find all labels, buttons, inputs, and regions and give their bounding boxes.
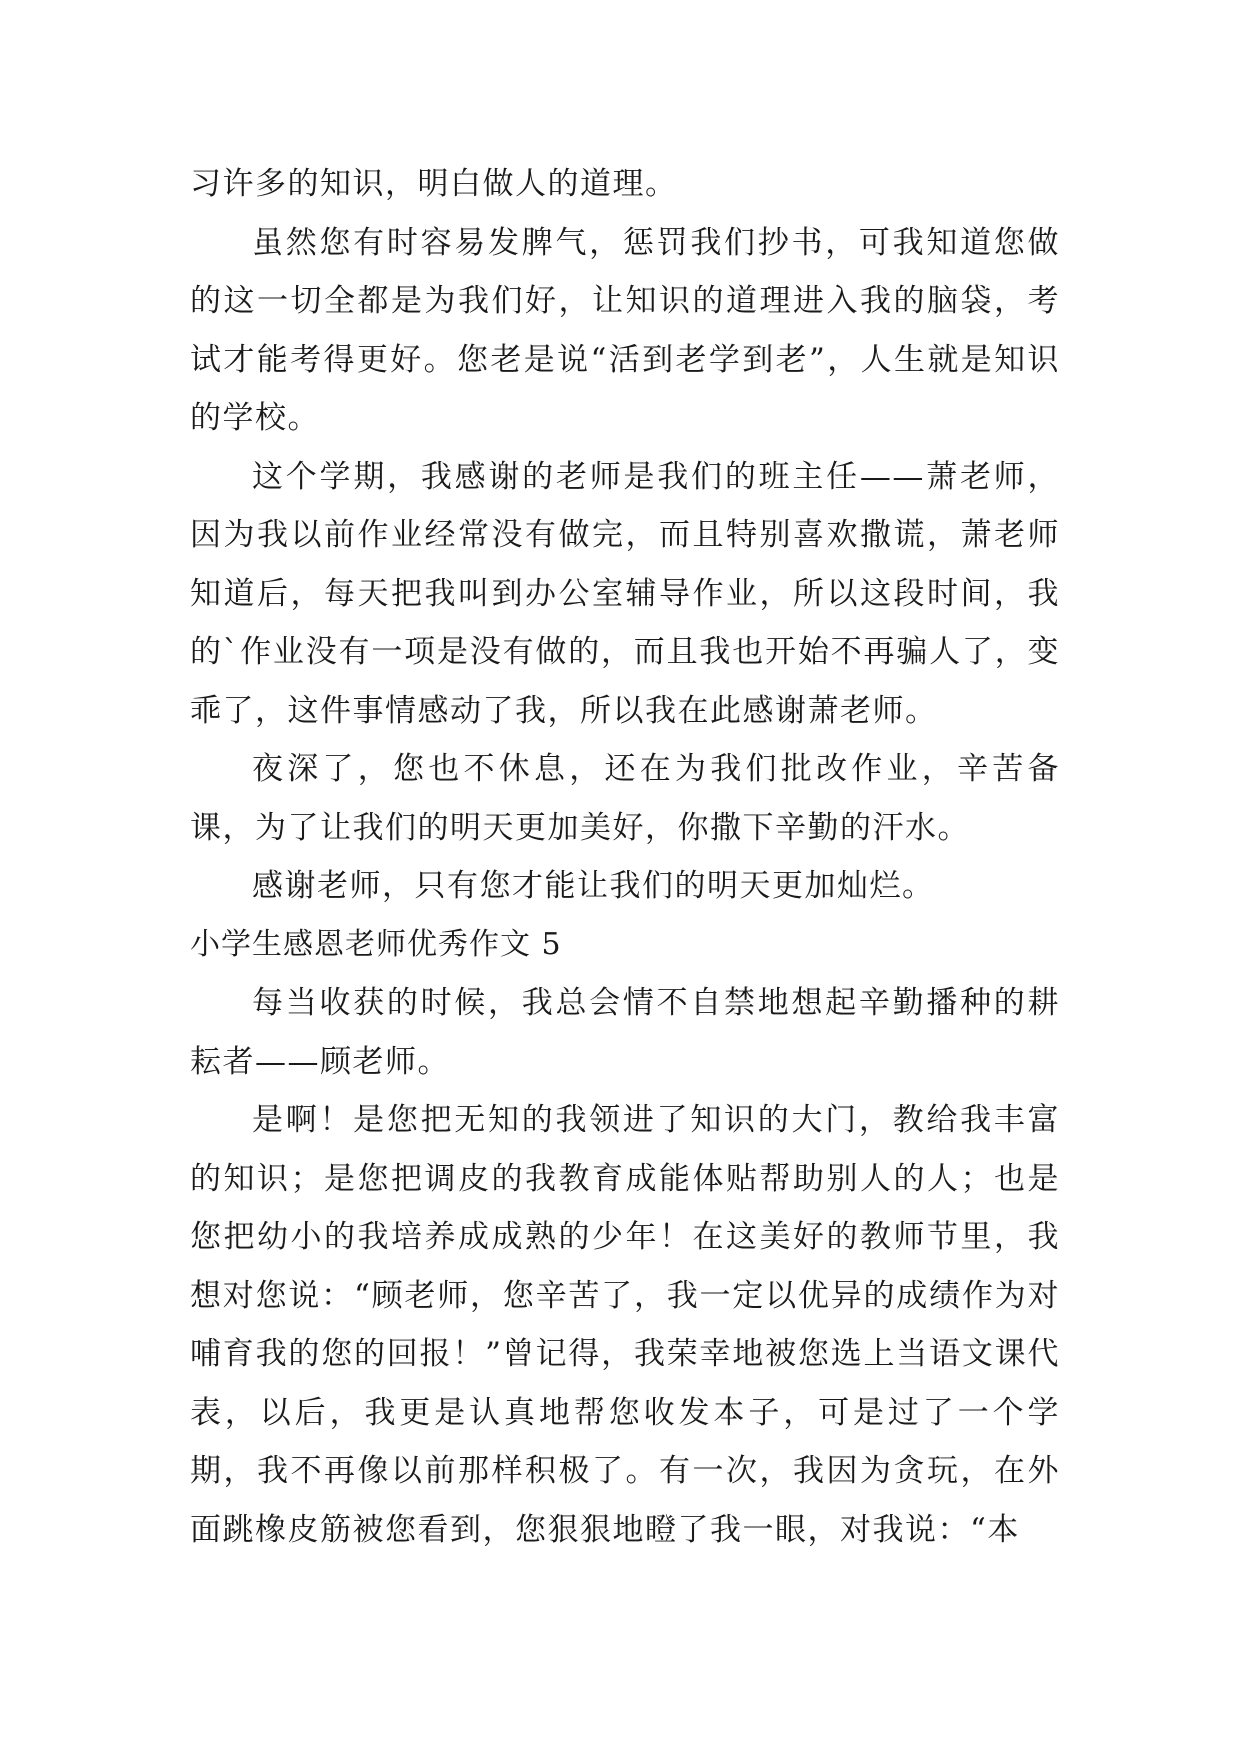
paragraph-1: 习许多的知识，明白做人的道理。 <box>190 166 678 202</box>
essay-heading: 小学生感恩老师优秀作文 5 <box>190 926 562 962</box>
paragraph-4: 夜深了，您也不休息，还在为我们批改作业，辛苦备课，为了让我们的明天更加美好，你撒下辛勤的汗水。 <box>190 751 1060 846</box>
paragraph-2: 虽然您有时容易发脾气，惩罚我们抄书，可我知道您做的这一切全都是为我们好，让知识的道理进入我的脑袋，考试才能考得更好。您老是说“活到老学到老”，人生就是知识的学校。 <box>190 224 1060 436</box>
paragraph-5: 感谢老师，只有您才能让我们的明天更加灿烂。 <box>252 868 935 904</box>
paragraph-3: 这个学期，我感谢的老师是我们的班主任——萧老师，因为我以前作业经常没有做完，而且特别喜欢撒谎，萧老师知道后，每天把我叫到办公室辅导作业，所以这段时间，我的`作业没有一项是没有做的，而且我也开始不再骗人了，变乖了，这件事情感动了我，所以我在此感谢萧老师。 <box>190 458 1060 729</box>
paragraph-6: 每当收获的时候，我总会情不自禁地想起辛勤播种的耕耘者——顾老师。 <box>190 985 1060 1080</box>
paragraph-7: 是啊！是您把无知的我领进了知识的大门，教给我丰富的知识；是您把调皮的我教育成能体贴帮助别人的人；也是您把幼小的我培养成成熟的少年！在这美好的教师节里，我想对您说：“顾老师，您辛苦了，我一定以优异的成绩作为对哺育我的您的回报！”曾记得，我荣幸地被您选上当语文课代表，以后，我更是认真地帮您收发本子，可是过了一个学期，我不再像以前那样积极了。有一次，我因为贪玩，在外面跳橡皮筋被您看到，您狠狠地瞪了我一眼，对我说：“本 <box>190 1102 1060 1548</box>
text-column <box>190 155 1060 1559</box>
